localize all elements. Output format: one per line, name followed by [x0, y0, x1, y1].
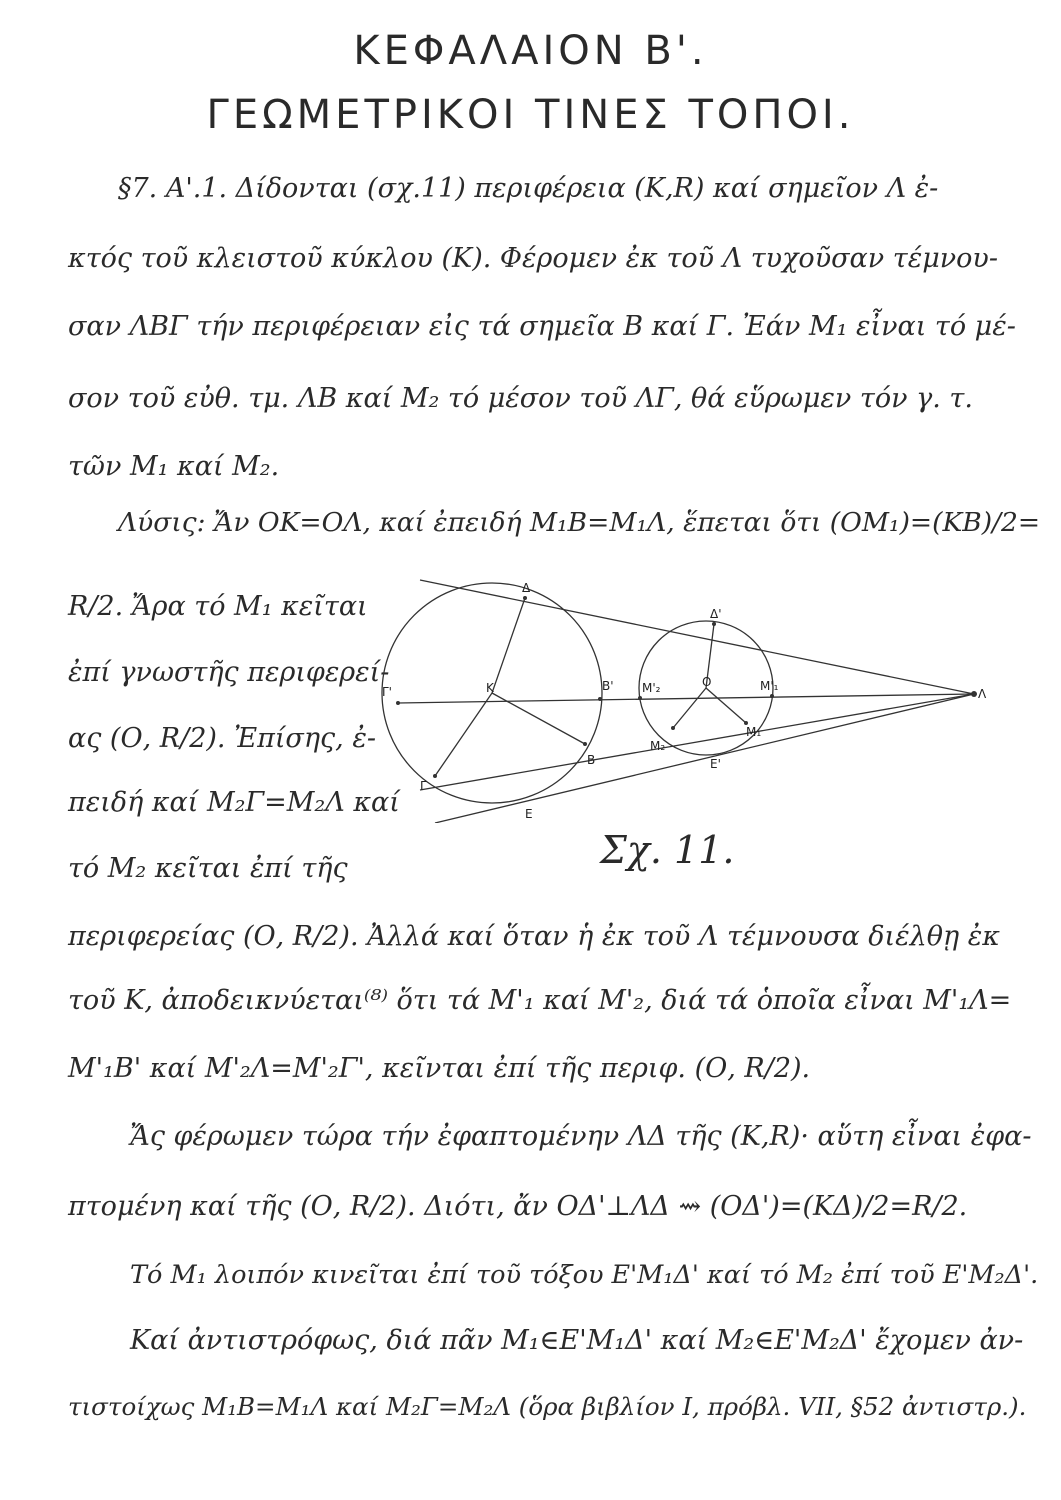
- text-line: Τό Μ₁ λοιπόν κινεῖται ἐπί τοῦ τόξου Ε'Μ₁Δ' καί τό Μ₂ ἐπί τοῦ Ε'Μ₂Δ'.: [130, 1260, 1039, 1290]
- label-d: Δ: [522, 581, 531, 595]
- radius-om2: [673, 688, 706, 728]
- text-line: Μ'₁Β' καί Μ'₂Λ=Μ'₂Γ', κεῖνται ἐπί τῆς περιφ. (Ο, R/2).: [68, 1053, 811, 1084]
- label-o: Ο: [702, 675, 712, 689]
- point-b1: [598, 697, 602, 701]
- label-g1: Γ': [382, 685, 392, 699]
- point-m2p: [638, 696, 642, 700]
- label-m2: Μ₂: [650, 739, 666, 753]
- figure-11: [380, 578, 1000, 823]
- label-b: Β: [587, 753, 596, 767]
- text-line: σαν ΛΒΓ τήν περιφέρειαν εἰς τά σημεῖα Β καί Γ. Ἐάν Μ₁ εἶναι τό μέ-: [68, 311, 1016, 342]
- label-d1: Δ': [710, 607, 722, 621]
- label-e1: Ε': [710, 757, 721, 771]
- chapter-subtitle: ΓΕΩΜΕΤΡΙΚΟΙ ΤΙΝΕΣ ΤΟΠΟΙ.: [206, 92, 855, 138]
- text-line: πειδή καί Μ₂Γ=Μ₂Λ καί: [68, 787, 400, 818]
- point-g: [433, 774, 437, 778]
- text-line: ας (Ο, R/2). Ἐπίσης, ἐ-: [68, 723, 376, 754]
- text-line: σον τοῦ εὐθ. τμ. ΛΒ καί Μ₂ τό μέσον τοῦ ΛΓ, θά εὕρωμεν τόν γ. τ.: [68, 383, 973, 414]
- tangent-line-lower: [435, 694, 974, 823]
- text-line: τιστοίχως Μ₁Β=Μ₁Λ καί Μ₂Γ=Μ₂Λ (ὅρα βιβλίον Ι, πρόβλ. VII, §52 ἀντιστρ.).: [68, 1392, 1027, 1421]
- text-line: τῶν Μ₁ καί Μ₂.: [68, 451, 280, 482]
- solution-line: Λύσις: Ἄν ΟΚ=ΟΛ, καί ἐπειδή Μ₁Β=Μ₁Λ, ἕπεται ὅτι (ΟΜ₁)=(ΚΒ)/2=: [118, 507, 1041, 538]
- radius-om1: [706, 688, 746, 723]
- chapter-title: ΚΕΦΑΛΑΙΟΝ Β'.: [353, 28, 708, 74]
- text-line: κτός τοῦ κλειστοῦ κύκλου (Κ). Φέρομεν ἐκ τοῦ Λ τυχοῦσαν τέμνου-: [68, 243, 998, 274]
- label-m1p: Μ'₁: [760, 679, 779, 693]
- text-line: τό Μ₂ κεῖται ἐπί τῆς: [68, 853, 348, 884]
- label-e: Ε: [525, 807, 533, 821]
- radius-kg: [435, 693, 492, 776]
- label-m2p: Μ'₂: [642, 681, 661, 695]
- point-m1p: [770, 694, 774, 698]
- text-line: Καί ἀντιστρόφως, διά πᾶν Μ₁∈Ε'Μ₁Δ' καί Μ₂∈Ε'Μ₂Δ' ἔχομεν ἀν-: [130, 1325, 1024, 1356]
- point-b: [583, 742, 587, 746]
- point-l: [971, 691, 977, 697]
- tangent-line-upper: [420, 580, 974, 694]
- text-line: ἐπί γνωστῆς περιφερεί-: [68, 657, 390, 688]
- point-m2: [671, 726, 675, 730]
- text-line: τοῦ Κ, ἀποδεικνύεται⁽⁸⁾ ὅτι τά Μ'₁ καί Μ'₂, διά τά ὁποῖα εἶναι Μ'₁Λ=: [68, 985, 1012, 1016]
- radius-kd: [492, 598, 525, 693]
- text-line: R/2. Ἄρα τό Μ₁ κεῖται: [68, 591, 368, 622]
- label-g: Γ: [420, 779, 427, 793]
- secant-line: [420, 694, 974, 790]
- point-g1: [396, 701, 400, 705]
- text-line: §7. Α'.1. Δίδονται (σχ.11) περιφέρεια (Κ,R) καί σημεῖον Λ ἐ-: [118, 173, 939, 204]
- text-line: Ἄς φέρωμεν τώρα τήν ἐφαπτομένην ΛΔ τῆς (Κ,R)· αὕτη εἶναι ἐφα-: [130, 1121, 1032, 1152]
- point-d1: [712, 622, 716, 626]
- label-l: Λ: [978, 687, 987, 701]
- point-d: [523, 596, 527, 600]
- line-g1-l: [398, 694, 974, 703]
- figure-caption: Σχ. 11.: [600, 828, 735, 872]
- text-line: πτομένη καί τῆς (Ο, R/2). Διότι, ἄν ΟΔ'⊥ΛΔ ⇝ (ΟΔ')=(ΚΔ)/2=R/2.: [68, 1191, 968, 1222]
- label-k: Κ: [486, 681, 494, 695]
- text-line: περιφερείας (Ο, R/2). Ἀλλά καί ὅταν ἡ ἐκ τοῦ Λ τέμνουσα διέλθῃ ἐκ: [68, 921, 1000, 952]
- label-b1: Β': [602, 679, 614, 693]
- label-m1: Μ₁: [746, 725, 762, 739]
